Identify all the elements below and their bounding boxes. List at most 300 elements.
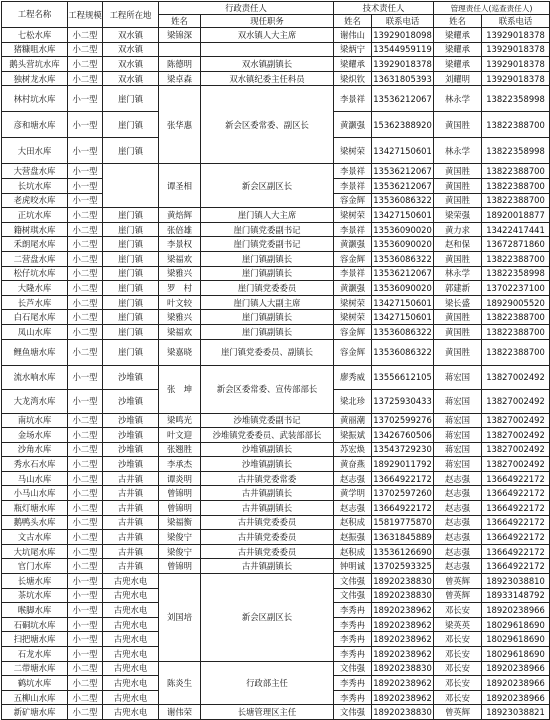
- scale-cell: 小二型: [68, 324, 103, 339]
- admin-position-cell: 双水镇副镇长: [201, 57, 334, 72]
- tech-phone-cell: 18920238962: [372, 603, 434, 618]
- tech-phone-cell: 13929018378: [372, 57, 434, 72]
- mgmt-name-cell: 郭建新: [434, 281, 482, 296]
- table-row: [2, 57, 550, 72]
- tech-phone-cell: 13702597260: [372, 486, 434, 501]
- tech-phone-cell: 18920238830: [372, 705, 434, 720]
- reservoir-name: 流水响水库: [2, 365, 68, 389]
- mgmt-name-cell: 蒋宏国: [434, 428, 482, 443]
- reservoir-name: 大龙湾水库: [2, 389, 68, 413]
- tech-name-cell: 梁树荣: [334, 138, 372, 164]
- table-row: [2, 457, 550, 472]
- tech-phone-cell: 15819775870: [372, 515, 434, 530]
- admin-position-cell: 双水镇纪委主任科员: [201, 71, 334, 86]
- mgmt-name-cell: 赵和保: [434, 237, 482, 252]
- scale-cell: 小二型: [68, 71, 103, 86]
- reservoir-responsibility-table-container: [1, 1, 549, 718]
- tech-phone-cell: 13536212067: [372, 178, 434, 193]
- location-cell: 双水镇: [103, 71, 159, 86]
- scale-cell: 小一型: [68, 164, 103, 179]
- header-admin-position: 现任职务: [201, 15, 334, 28]
- header-admin: 行政责任人: [159, 2, 334, 15]
- mgmt-phone-cell: 13827002492: [482, 442, 550, 457]
- tech-name-cell: 容金辉: [334, 339, 372, 365]
- table-row: [2, 559, 550, 574]
- tech-name-cell: 李景祥: [334, 164, 372, 179]
- mgmt-phone-cell: 13664922172: [482, 486, 550, 501]
- mgmt-name-cell: 黄国胜: [434, 324, 482, 339]
- table-row: [2, 324, 550, 339]
- location-cell: 古兜水电: [103, 705, 159, 720]
- admin-position-cell: 古井镇党委委员: [201, 515, 334, 530]
- reservoir-name: 长坑水库: [2, 178, 68, 193]
- scale-cell: 小一型: [68, 112, 103, 138]
- location-cell: [103, 164, 159, 208]
- reservoir-name: 正坑水库: [2, 208, 68, 223]
- admin-position-cell: 古井镇副镇长: [201, 501, 334, 516]
- reservoir-name: 白石尾水库: [2, 310, 68, 325]
- location-cell: 古井镇: [103, 515, 159, 530]
- reservoir-name: 茶坑水库: [2, 588, 68, 603]
- tech-name-cell: 李景祥: [334, 266, 372, 281]
- reservoir-name: 扫把塘水库: [2, 632, 68, 647]
- mgmt-phone-cell: 13822358998: [482, 86, 550, 112]
- scale-cell: 小二型: [68, 222, 103, 237]
- table-row: [2, 295, 550, 310]
- mgmt-name-cell: 赵志强: [434, 530, 482, 545]
- tech-phone-cell: 13536126690: [372, 544, 434, 559]
- reservoir-name: 小马山水库: [2, 486, 68, 501]
- table-row: [2, 164, 550, 179]
- location-cell: 古兜水电: [103, 632, 159, 647]
- scale-cell: 小二型: [68, 559, 103, 574]
- table-row: [2, 237, 550, 252]
- location-cell: 崖门镇: [103, 295, 159, 310]
- mgmt-name-cell: 蒋宏国: [434, 413, 482, 428]
- location-cell: 沙堆镇: [103, 428, 159, 443]
- tech-phone-cell: 18920238830: [372, 574, 434, 589]
- table-body: [2, 28, 550, 720]
- tech-phone-cell: 13631805393: [372, 71, 434, 86]
- admin-position-cell: 古井镇党委委员: [201, 530, 334, 545]
- admin-position-cell: 崖门镇副镇长: [201, 324, 334, 339]
- mgmt-phone-cell: 13672871860: [482, 237, 550, 252]
- location-cell: 崖门镇: [103, 281, 159, 296]
- mgmt-name-cell: 林永学: [434, 138, 482, 164]
- reservoir-name: 官门水库: [2, 559, 68, 574]
- reservoir-name: 金场水库: [2, 428, 68, 443]
- mgmt-name-cell: 刘耀明: [434, 71, 482, 86]
- admin-name-cell: 张 坤: [159, 365, 201, 413]
- mgmt-phone-cell: 13929018378: [482, 42, 550, 57]
- tech-phone-cell: 13725930433: [372, 389, 434, 413]
- admin-name-cell: 谢伟荣: [159, 705, 201, 720]
- table-row: [2, 413, 550, 428]
- location-cell: 古兜水电: [103, 617, 159, 632]
- reservoir-name: 大营盘水库: [2, 164, 68, 179]
- location-cell: 沙堆镇: [103, 413, 159, 428]
- scale-cell: 小二型: [68, 237, 103, 252]
- admin-position-cell: 长塘管理区主任: [201, 705, 334, 720]
- tech-phone-cell: 18920238962: [372, 676, 434, 691]
- mgmt-name-cell: 黄国胜: [434, 178, 482, 193]
- tech-name-cell: 李秀冉: [334, 647, 372, 662]
- mgmt-name-cell: 蒋宏国: [434, 442, 482, 457]
- location-cell: 崖门镇: [103, 222, 159, 237]
- tech-name-cell: 容金辉: [334, 324, 372, 339]
- mgmt-phone-cell: 13822358998: [482, 266, 550, 281]
- mgmt-phone-cell: 13422417441: [482, 222, 550, 237]
- admin-name-cell: 梁雅兴: [159, 310, 201, 325]
- scale-cell: 小二型: [68, 428, 103, 443]
- admin-position-cell: 崖门镇党委委员、副镇长: [201, 339, 334, 365]
- mgmt-phone-cell: 18920238966: [482, 661, 550, 676]
- reservoir-name: 喉脚水库: [2, 603, 68, 618]
- location-cell: 古兜水电: [103, 661, 159, 676]
- tech-phone-cell: 13702593325: [372, 559, 434, 574]
- mgmt-name-cell: 黄国胜: [434, 310, 482, 325]
- tech-phone-cell: 13536090020: [372, 281, 434, 296]
- admin-position-cell: 沙堆镇副镇长: [201, 457, 334, 472]
- location-cell: 沙堆镇: [103, 457, 159, 472]
- mgmt-phone-cell: 18029618690: [482, 647, 550, 662]
- table-row: [2, 501, 550, 516]
- admin-name-cell: 张翘胜: [159, 442, 201, 457]
- location-cell: 崖门镇: [103, 112, 159, 138]
- admin-position-cell: 崖门镇副镇长: [201, 310, 334, 325]
- tech-name-cell: 赵志强: [334, 471, 372, 486]
- tech-name-cell: 梁耀承: [334, 57, 372, 72]
- admin-position-cell: 双水镇人大主席: [201, 28, 334, 43]
- mgmt-name-cell: 林永学: [434, 266, 482, 281]
- mgmt-phone-cell: 13822388700: [482, 310, 550, 325]
- scale-cell: 小二型: [68, 705, 103, 720]
- tech-name-cell: 李景祥: [334, 222, 372, 237]
- tech-phone-cell: 13536212067: [372, 266, 434, 281]
- admin-name-cell: 梁福欢: [159, 324, 201, 339]
- scale-cell: 小二型: [68, 28, 103, 43]
- tech-name-cell: 李景祥: [334, 86, 372, 112]
- scale-cell: 小一型: [68, 574, 103, 589]
- mgmt-phone-cell: 13822388700: [482, 339, 550, 365]
- reservoir-name: 鹅头营坑水库: [2, 57, 68, 72]
- scale-cell: 小二型: [68, 515, 103, 530]
- table-row: [2, 705, 550, 720]
- tech-phone-cell: 13702599276: [372, 413, 434, 428]
- mgmt-name-cell: 赵志强: [434, 515, 482, 530]
- scale-cell: 小二型: [68, 544, 103, 559]
- mgmt-phone-cell: 13822388700: [482, 251, 550, 266]
- reservoir-name: 彦和塘水库: [2, 112, 68, 138]
- tech-name-cell: 钟明诚: [334, 559, 372, 574]
- location-cell: 古井镇: [103, 544, 159, 559]
- scale-cell: 小二型: [68, 501, 103, 516]
- mgmt-name-cell: 赵志强: [434, 486, 482, 501]
- reservoir-name: 大田水库: [2, 138, 68, 164]
- scale-cell: 小二型: [68, 530, 103, 545]
- mgmt-phone-cell: 18029618690: [482, 632, 550, 647]
- tech-name-cell: 赵振强: [334, 530, 372, 545]
- reservoir-name: 长芦水库: [2, 295, 68, 310]
- mgmt-phone-cell: 13822358998: [482, 138, 550, 164]
- table-row: [2, 28, 550, 43]
- location-cell: 双水镇: [103, 42, 159, 57]
- mgmt-phone-cell: 13664922172: [482, 515, 550, 530]
- reservoir-name: 松仔坑水库: [2, 266, 68, 281]
- location-cell: 古井镇: [103, 559, 159, 574]
- tech-phone-cell: 13536086322: [372, 193, 434, 208]
- admin-position-cell: 古井镇副镇长: [201, 559, 334, 574]
- mgmt-name-cell: 曾英辉: [434, 588, 482, 603]
- tech-phone-cell: 15362388920: [372, 112, 434, 138]
- tech-phone-cell: 13536090020: [372, 222, 434, 237]
- mgmt-name-cell: 邓长安: [434, 661, 482, 676]
- admin-name-cell: 李景权: [159, 237, 201, 252]
- tech-phone-cell: 13536212067: [372, 86, 434, 112]
- tech-name-cell: 李秀冉: [334, 617, 372, 632]
- location-cell: 崖门镇: [103, 324, 159, 339]
- admin-name-cell: 谭圣相: [159, 164, 201, 208]
- tech-phone-cell: 18929011792: [372, 457, 434, 472]
- mgmt-phone-cell: 13827002492: [482, 413, 550, 428]
- mgmt-name-cell: 曾英辉: [434, 574, 482, 589]
- mgmt-phone-cell: 18920238966: [482, 603, 550, 618]
- reservoir-name: 大隆水库: [2, 281, 68, 296]
- scale-cell: 小二型: [68, 413, 103, 428]
- table-row: [2, 486, 550, 501]
- tech-name-cell: 文伟强: [334, 588, 372, 603]
- mgmt-phone-cell: 18029618690: [482, 617, 550, 632]
- location-cell: 崖门镇: [103, 86, 159, 112]
- mgmt-phone-cell: 13664922172: [482, 501, 550, 516]
- scale-cell: 小二型: [68, 690, 103, 705]
- admin-position-cell: 沙堆镇党委委员、武装部部长: [201, 428, 334, 443]
- mgmt-phone-cell: 18933148792: [482, 588, 550, 603]
- reservoir-name: 籍树琪水库: [2, 222, 68, 237]
- table-row: [2, 86, 550, 112]
- location-cell: 古井镇: [103, 486, 159, 501]
- tech-name-cell: 黄灏强: [334, 112, 372, 138]
- mgmt-name-cell: 林永学: [434, 86, 482, 112]
- mgmt-name-cell: 梁英英: [434, 617, 482, 632]
- admin-position-cell: 新会区副区长: [201, 574, 334, 662]
- admin-name-cell: 梁俊宁: [159, 544, 201, 559]
- mgmt-phone-cell: 18920018877: [482, 208, 550, 223]
- tech-phone-cell: 13536212067: [372, 164, 434, 179]
- scale-cell: 小一型: [68, 178, 103, 193]
- admin-position-cell: 古井镇副镇长: [201, 486, 334, 501]
- mgmt-phone-cell: 13664922172: [482, 544, 550, 559]
- admin-name-cell: 梁雅兴: [159, 266, 201, 281]
- tech-name-cell: 梁炳宁: [334, 42, 372, 57]
- mgmt-phone-cell: 13822388700: [482, 164, 550, 179]
- admin-name-cell: 刘国培: [159, 574, 201, 662]
- reservoir-name: 二营盘水库: [2, 251, 68, 266]
- location-cell: 沙堆镇: [103, 442, 159, 457]
- tech-name-cell: 梁北珍: [334, 389, 372, 413]
- scale-cell: 小二型: [68, 266, 103, 281]
- reservoir-name: 禾朗尾水库: [2, 237, 68, 252]
- tech-name-cell: 梁振斌: [334, 428, 372, 443]
- tech-phone-cell: 13543729230: [372, 442, 434, 457]
- location-cell: 崖门镇: [103, 251, 159, 266]
- admin-name-cell: 梁卓森: [159, 71, 201, 86]
- location-cell: 古兜水电: [103, 588, 159, 603]
- admin-name-cell: 李承杰: [159, 457, 201, 472]
- reservoir-name: 鹤坑水库: [2, 676, 68, 691]
- mgmt-name-cell: 黄国胜: [434, 112, 482, 138]
- table-row: [2, 281, 550, 296]
- scale-cell: 小一型: [68, 389, 103, 413]
- scale-cell: 小一型: [68, 588, 103, 603]
- mgmt-name-cell: 梁耀承: [434, 28, 482, 43]
- mgmt-phone-cell: 18929005520: [482, 295, 550, 310]
- mgmt-name-cell: 黄国胜: [434, 164, 482, 179]
- mgmt-phone-cell: 13822388700: [482, 112, 550, 138]
- admin-position-cell: 崖门镇副镇长: [201, 266, 334, 281]
- header-mgmt-name: 姓名: [434, 15, 482, 28]
- reservoir-name: 石硐坑水库: [2, 617, 68, 632]
- scale-cell: 小二型: [68, 457, 103, 472]
- admin-name-cell: 陈德明: [159, 57, 201, 72]
- reservoir-name: 七松水库: [2, 28, 68, 43]
- tech-phone-cell: 13536086322: [372, 251, 434, 266]
- admin-position-cell: 古井镇党委常委: [201, 471, 334, 486]
- reservoir-name: 猪糠咀水库: [2, 42, 68, 57]
- admin-position-cell: 崖门镇人大副主席: [201, 295, 334, 310]
- mgmt-name-cell: 邓长安: [434, 647, 482, 662]
- mgmt-name-cell: 邓长安: [434, 676, 482, 691]
- tech-name-cell: 容金辉: [334, 251, 372, 266]
- reservoir-name: 马山水库: [2, 471, 68, 486]
- location-cell: 崖门镇: [103, 310, 159, 325]
- location-cell: 崖门镇: [103, 339, 159, 365]
- tech-name-cell: 苏宏焕: [334, 442, 372, 457]
- header-location: 工程所在地: [103, 2, 159, 28]
- location-cell: 沙堆镇: [103, 389, 159, 413]
- tech-name-cell: 赵积成: [334, 544, 372, 559]
- mgmt-phone-cell: 13664922172: [482, 471, 550, 486]
- tech-phone-cell: 18920238962: [372, 617, 434, 632]
- table-row: [2, 310, 550, 325]
- header-tech-phone: 联系电话: [372, 15, 434, 28]
- scale-cell: 小二型: [68, 208, 103, 223]
- tech-phone-cell: 13536086322: [372, 324, 434, 339]
- mgmt-name-cell: 赵志强: [434, 501, 482, 516]
- tech-phone-cell: 18920238962: [372, 690, 434, 705]
- mgmt-name-cell: 黄国胜: [434, 193, 482, 208]
- admin-name-cell: 梁福衡: [159, 515, 201, 530]
- reservoir-name: 瓶灯塘水库: [2, 501, 68, 516]
- mgmt-phone-cell: 13664922172: [482, 559, 550, 574]
- admin-name-cell: 陈炎生: [159, 661, 201, 705]
- table-row: [2, 515, 550, 530]
- tech-phone-cell: 18920238962: [372, 647, 434, 662]
- tech-phone-cell: 13929018098: [372, 28, 434, 43]
- tech-name-cell: 廖秀威: [334, 365, 372, 389]
- admin-position-cell: 崖门镇党委副书记: [201, 222, 334, 237]
- location-cell: 古井镇: [103, 501, 159, 516]
- scale-cell: 小一型: [68, 193, 103, 208]
- tech-phone-cell: 13427150601: [372, 138, 434, 164]
- mgmt-name-cell: 黄力求: [434, 222, 482, 237]
- admin-name-cell: 叶文较: [159, 295, 201, 310]
- admin-position-cell: 崖门镇党委委员: [201, 281, 334, 296]
- header-tech: 技术责任人: [334, 2, 434, 15]
- scale-cell: 小一型: [68, 632, 103, 647]
- admin-name-cell: 梁俊宁: [159, 530, 201, 545]
- scale-cell: 小二型: [68, 295, 103, 310]
- mgmt-phone-cell: 18923038810: [482, 574, 550, 589]
- mgmt-phone-cell: 13827002492: [482, 428, 550, 443]
- scale-cell: 小二型: [68, 281, 103, 296]
- admin-position-cell: [201, 42, 334, 57]
- mgmt-phone-cell: 13827002492: [482, 457, 550, 472]
- admin-position-cell: 沙堆镇党委副书记: [201, 413, 334, 428]
- scale-cell: 小二型: [68, 486, 103, 501]
- table-row: [2, 530, 550, 545]
- reservoir-name: 沙角水库: [2, 442, 68, 457]
- tech-name-cell: 梁炽钦: [334, 71, 372, 86]
- mgmt-phone-cell: 13822388700: [482, 178, 550, 193]
- mgmt-phone-cell: 13702237100: [482, 281, 550, 296]
- mgmt-name-cell: 梁荣强: [434, 208, 482, 223]
- tech-phone-cell: 18920238830: [372, 588, 434, 603]
- mgmt-name-cell: 邓长安: [434, 690, 482, 705]
- reservoir-name: 林村坑水库: [2, 86, 68, 112]
- location-cell: 双水镇: [103, 28, 159, 43]
- mgmt-name-cell: 黄国胜: [434, 339, 482, 365]
- mgmt-name-cell: 梁耀承: [434, 57, 482, 72]
- location-cell: 崖门镇: [103, 266, 159, 281]
- mgmt-phone-cell: 13822388700: [482, 193, 550, 208]
- admin-name-cell: 叶文迎: [159, 428, 201, 443]
- tech-name-cell: 赵积成: [334, 515, 372, 530]
- mgmt-name-cell: 赵志强: [434, 471, 482, 486]
- admin-name-cell: 张倍雄: [159, 222, 201, 237]
- reservoir-name: 五柳山水库: [2, 690, 68, 705]
- tech-name-cell: 文伟强: [334, 705, 372, 720]
- tech-name-cell: 谢伟山: [334, 28, 372, 43]
- admin-position-cell: 新会区委常委、副区长: [201, 86, 334, 164]
- admin-name-cell: 曾锦明: [159, 501, 201, 516]
- scale-cell: 小一型: [68, 647, 103, 662]
- tech-phone-cell: 13536086322: [372, 339, 434, 365]
- admin-position-cell: 沙堆镇副镇长: [201, 442, 334, 457]
- location-cell: 沙堆镇: [103, 365, 159, 389]
- scale-cell: 小二型: [68, 471, 103, 486]
- mgmt-name-cell: 邓长安: [434, 603, 482, 618]
- location-cell: 古兜水电: [103, 676, 159, 691]
- mgmt-phone-cell: 13827002492: [482, 389, 550, 413]
- table-row: [2, 208, 550, 223]
- admin-name-cell: 梁锦深: [159, 28, 201, 43]
- tech-name-cell: 李秀冉: [334, 690, 372, 705]
- mgmt-name-cell: 蒋宏国: [434, 365, 482, 389]
- mgmt-phone-cell: 18923038821: [482, 705, 550, 720]
- mgmt-phone-cell: 13929018378: [482, 28, 550, 43]
- mgmt-name-cell: 蒋宏国: [434, 389, 482, 413]
- mgmt-name-cell: 赵志强: [434, 544, 482, 559]
- table-row: [2, 266, 550, 281]
- mgmt-phone-cell: 13822388700: [482, 324, 550, 339]
- header-scale: 工程规模: [68, 2, 103, 28]
- location-cell: 古兜水电: [103, 603, 159, 618]
- table-row: [2, 71, 550, 86]
- mgmt-name-cell: 梁耀承: [434, 42, 482, 57]
- tech-phone-cell: 18920238962: [372, 632, 434, 647]
- header-mgmt: 管理责任人(巡查责任人): [434, 2, 550, 15]
